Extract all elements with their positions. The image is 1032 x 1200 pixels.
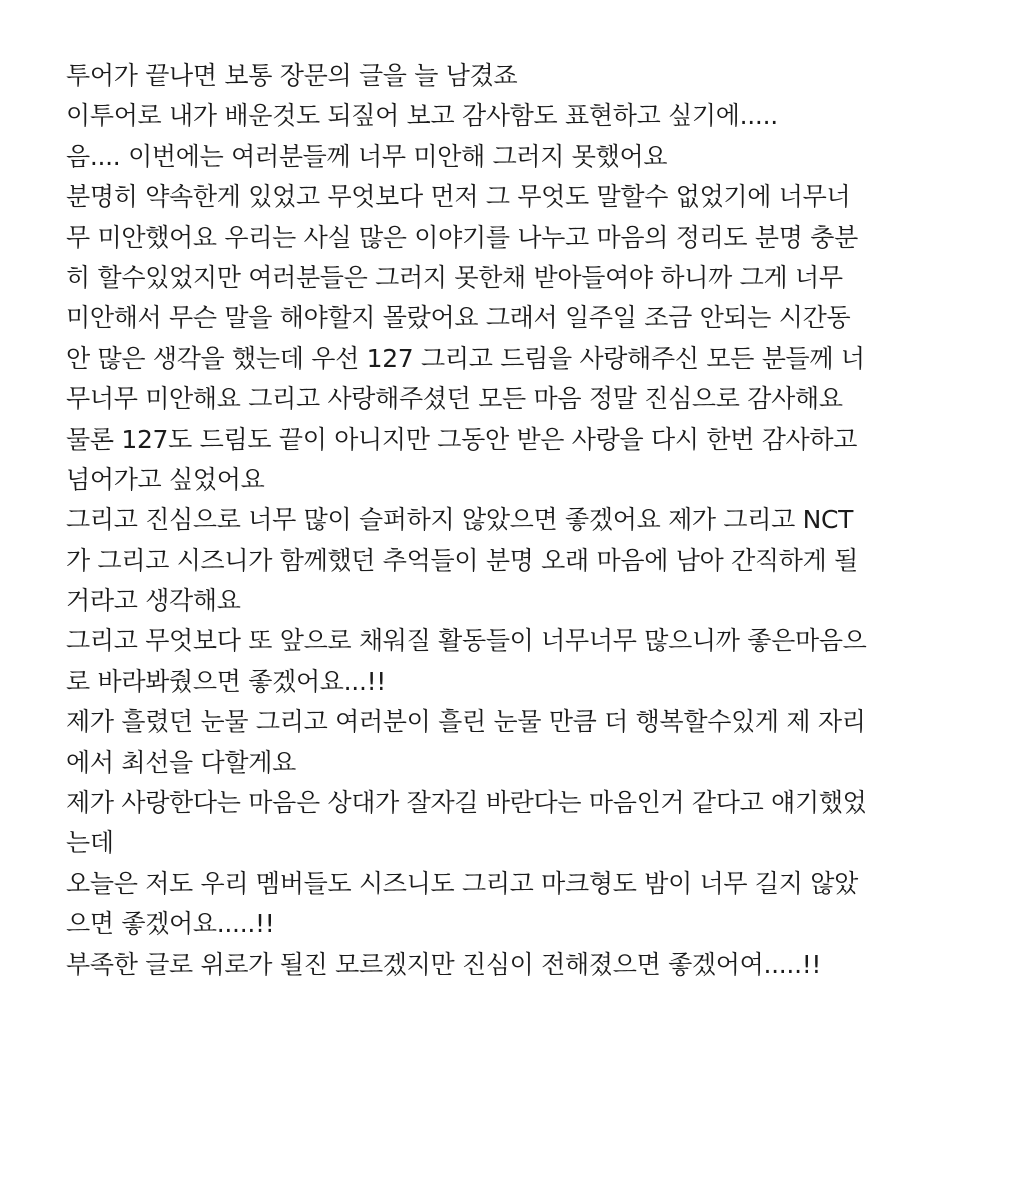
letter-line-13: 가 그리고 시즈니가 함께했던 추억들이 분명 오래 마음에 남아 간직하게 될: [66, 545, 858, 575]
letter-line-17: 제가 흘렸던 눈물 그리고 여러분이 흘린 눈물 만큼 더 행복할수있게 제 자리: [66, 707, 866, 737]
letter-line-6: 히 할수있었지만 여러분들은 그러지 못한채 받아들여야 하니까 그게 너무: [66, 262, 843, 292]
letter-line-7: 미안해서 무슨 말을 해야할지 몰랐어요 그래서 일주일 조금 안되는 시간동: [66, 303, 851, 333]
letter-line-16: 로 바라봐줬으면 좋겠어요...!!: [66, 666, 387, 696]
letter-line-4: 분명히 약속한게 있었고 무엇보다 먼저 그 무엇도 말할수 없었기에 너무너: [66, 182, 851, 212]
letter-line-12: 그리고 진심으로 너무 많이 슬퍼하지 않았으면 좋겠어요 제가 그리고 NCT: [66, 505, 854, 535]
letter-line-9: 무너무 미안해요 그리고 사랑해주셨던 모든 마음 정말 진심으로 감사해요: [66, 384, 843, 414]
letter-line-23: 부족한 글로 위로가 될진 모르겠지만 진심이 전해졌으면 좋겠어여.....!!: [66, 949, 822, 979]
letter-line-3: 음.... 이번에는 여러분들께 너무 미안해 그러지 못했어요: [66, 141, 668, 171]
letter-line-22: 으면 좋겠어요.....!!: [66, 909, 275, 939]
letter-line-14: 거라고 생각해요: [66, 586, 241, 616]
letter-line-5: 무 미안했어요 우리는 사실 많은 이야기를 나누고 마음의 정리도 분명 충분: [66, 222, 858, 252]
letter-line-11: 넘어가고 싶었어요: [66, 464, 265, 494]
letter-line-20: 는데: [66, 828, 114, 858]
letter-line-2: 이투어로 내가 배운것도 되짚어 보고 감사함도 표현하고 싶기에.....: [66, 101, 778, 131]
letter-line-15: 그리고 무엇보다 또 앞으로 채워질 활동들이 너무너무 많으니까 좋은마음으: [66, 626, 867, 656]
letter-line-1: 투어가 끝나면 보통 장문의 글을 늘 남겼죠: [66, 61, 518, 90]
letter-line-8: 안 많은 생각을 했는데 우선 127 그리고 드림을 사랑해주신 모든 분들께 너: [66, 343, 865, 373]
letter-line-18: 에서 최선을 다할게요: [66, 747, 296, 777]
letter-line-10: 물론 127도 드림도 끝이 아니지만 그동안 받은 사랑을 다시 한번 감사하고: [66, 424, 858, 454]
letter-line-19: 제가 사랑한다는 마음은 상대가 잘자길 바란다는 마음인거 같다고 얘기했었: [66, 788, 867, 818]
letter-body: [66, 56, 996, 985]
letter-line-21: 오늘은 저도 우리 멤버들도 시즈니도 그리고 마크형도 밤이 너무 길지 않았: [66, 868, 858, 898]
